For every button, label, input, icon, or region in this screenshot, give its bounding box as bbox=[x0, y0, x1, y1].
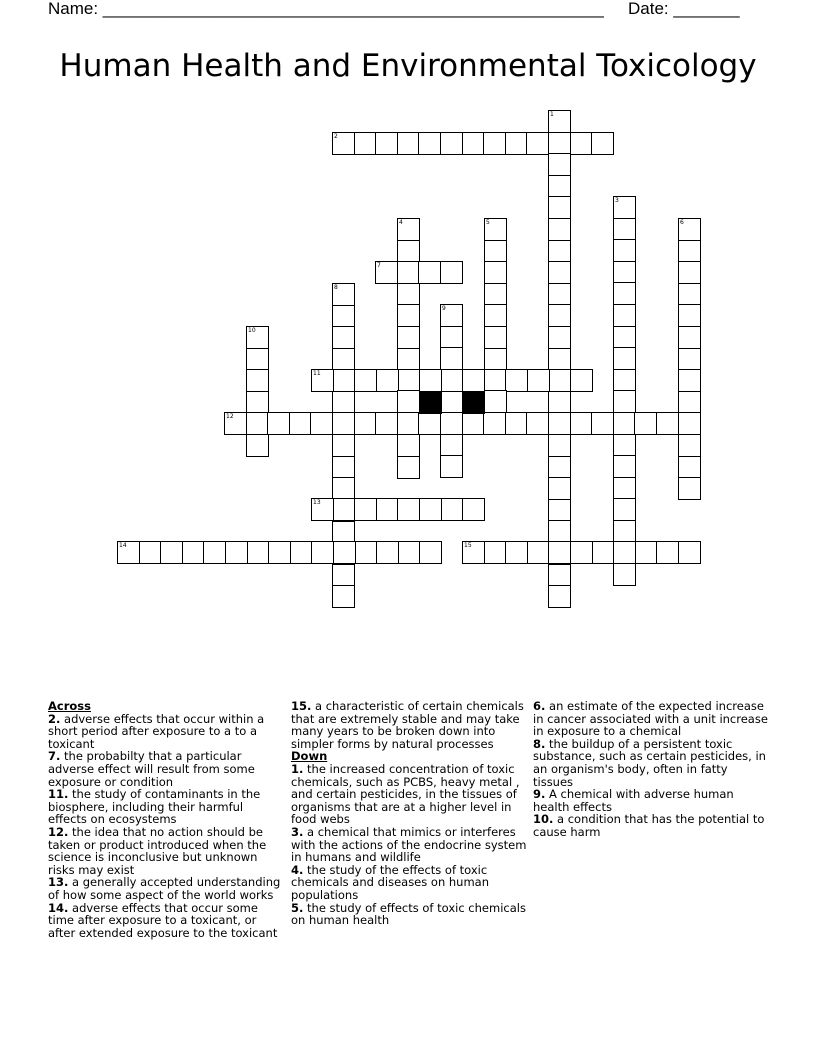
grid-cell[interactable] bbox=[310, 412, 333, 435]
clue-item bbox=[48, 902, 284, 940]
grid-cell[interactable] bbox=[484, 541, 507, 564]
name-field-label[interactable]: Name: _____________________________________________________ bbox=[48, 0, 604, 18]
grid-cell[interactable] bbox=[613, 541, 636, 564]
grid-cell[interactable] bbox=[634, 412, 657, 435]
grid-cell[interactable] bbox=[440, 304, 463, 327]
grid-cell[interactable] bbox=[484, 348, 507, 371]
grid-cell[interactable] bbox=[290, 541, 313, 564]
grid-cell[interactable] bbox=[526, 132, 549, 155]
grid-cell[interactable] bbox=[440, 390, 463, 413]
across-clue-list bbox=[48, 713, 284, 940]
grid-cell[interactable] bbox=[678, 412, 701, 435]
clue-item bbox=[291, 826, 527, 864]
grid-cell[interactable] bbox=[678, 348, 701, 371]
clue-item bbox=[291, 902, 527, 927]
grid-cell[interactable] bbox=[548, 196, 571, 219]
down-clue-list-continued bbox=[533, 700, 769, 839]
clue-text: the buildup of a persistent toxic substance, such as certain pesticides, in an organism's body, often in fatty tissues bbox=[533, 736, 766, 789]
grid-cell[interactable] bbox=[419, 541, 442, 564]
down-heading: Down bbox=[291, 749, 328, 764]
clue-item bbox=[291, 864, 527, 902]
grid-cell[interactable] bbox=[418, 412, 441, 435]
clue-number-label: 10. bbox=[533, 812, 554, 827]
grid-cell[interactable] bbox=[526, 412, 549, 435]
grid-cell[interactable] bbox=[548, 283, 571, 306]
clue-number-label: 4. bbox=[291, 862, 304, 877]
grid-cell[interactable] bbox=[246, 391, 269, 414]
grid-cell[interactable] bbox=[246, 348, 269, 371]
grid-cell[interactable] bbox=[678, 326, 701, 349]
grid-cell[interactable] bbox=[483, 132, 506, 155]
clue-number: 2 bbox=[334, 133, 338, 140]
grid-cell[interactable] bbox=[613, 261, 636, 284]
grid-cell[interactable] bbox=[484, 326, 507, 349]
grid-cell[interactable] bbox=[527, 369, 550, 392]
clue-item bbox=[48, 826, 284, 876]
clue-number-label: 6. bbox=[533, 699, 546, 713]
clue-number-label: 11. bbox=[48, 787, 69, 802]
clue-number: 8 bbox=[334, 284, 338, 291]
clue-number: 12 bbox=[226, 413, 234, 420]
grid-cell[interactable] bbox=[678, 261, 701, 284]
grid-cell[interactable] bbox=[441, 498, 464, 521]
grid-cell[interactable] bbox=[182, 541, 205, 564]
clues-column-1 bbox=[48, 700, 284, 939]
grid-cell[interactable] bbox=[678, 283, 701, 306]
grid-cell[interactable] bbox=[548, 326, 571, 349]
grid-cell[interactable] bbox=[397, 369, 420, 392]
grid-cell[interactable] bbox=[613, 239, 636, 262]
black-cell bbox=[419, 391, 442, 414]
grid-cell[interactable] bbox=[548, 110, 571, 133]
grid-cell[interactable] bbox=[548, 541, 571, 564]
grid-cell[interactable] bbox=[376, 498, 399, 521]
grid-cell[interactable] bbox=[311, 541, 334, 564]
grid-cell[interactable] bbox=[440, 434, 463, 457]
grid-cell[interactable] bbox=[247, 541, 270, 564]
grid-cell[interactable] bbox=[549, 369, 572, 392]
clue-item bbox=[48, 876, 284, 901]
grid-cell[interactable] bbox=[548, 304, 571, 327]
grid-cell[interactable] bbox=[397, 261, 420, 284]
grid-cell[interactable] bbox=[635, 541, 658, 564]
clue-number: 9 bbox=[442, 305, 446, 312]
grid-cell[interactable] bbox=[613, 498, 636, 521]
grid-cell[interactable] bbox=[397, 240, 420, 263]
clue-number-label: 5. bbox=[291, 900, 304, 915]
clue-number: 11 bbox=[313, 370, 321, 377]
grid-cell[interactable] bbox=[332, 132, 355, 155]
clue-item bbox=[533, 738, 769, 788]
grid-cell[interactable] bbox=[613, 434, 636, 457]
grid-cell[interactable] bbox=[484, 304, 507, 327]
grid-cell[interactable] bbox=[332, 412, 355, 435]
grid-cell[interactable] bbox=[548, 175, 571, 198]
grid-cell[interactable] bbox=[462, 412, 485, 435]
grid-cell[interactable] bbox=[354, 369, 377, 392]
grid-cell[interactable] bbox=[333, 498, 356, 521]
grid-cell[interactable] bbox=[268, 541, 291, 564]
grid-cell[interactable] bbox=[613, 326, 636, 349]
black-cell bbox=[462, 391, 485, 414]
grid-cell[interactable] bbox=[397, 498, 420, 521]
grid-cell[interactable] bbox=[440, 326, 463, 349]
clue-text: an estimate of the expected increase in cancer associated with a unit increase in exposure to a chemical bbox=[533, 699, 768, 739]
grid-cell[interactable] bbox=[397, 132, 420, 155]
grid-cell[interactable] bbox=[548, 348, 571, 371]
grid-cell[interactable] bbox=[441, 369, 464, 392]
grid-cell[interactable] bbox=[462, 369, 485, 392]
clue-number: 7 bbox=[377, 262, 381, 269]
clue-text: the increased concentration of toxic chemicals, such as PCBS, heavy metal , and certain pesticides, in the tissues of organisms that are at a higher level in food webs bbox=[291, 761, 520, 827]
grid-cell[interactable] bbox=[397, 326, 420, 349]
grid-cell[interactable] bbox=[397, 434, 420, 457]
grid-cell[interactable] bbox=[375, 261, 398, 284]
grid-cell[interactable] bbox=[613, 477, 636, 500]
grid-cell[interactable] bbox=[418, 132, 441, 155]
grid-cell[interactable] bbox=[613, 347, 636, 370]
grid-cell[interactable] bbox=[397, 304, 420, 327]
grid-cell[interactable] bbox=[678, 369, 701, 392]
grid-cell[interactable] bbox=[505, 541, 528, 564]
grid-cell[interactable] bbox=[139, 541, 162, 564]
grid-cell[interactable] bbox=[678, 434, 701, 457]
grid-cell[interactable] bbox=[354, 412, 377, 435]
grid-cell[interactable] bbox=[613, 196, 636, 219]
grid-cell[interactable] bbox=[591, 412, 614, 435]
grid-cell[interactable] bbox=[419, 369, 442, 392]
clue-number-label: 7. bbox=[48, 749, 61, 764]
clue-number-label: 9. bbox=[533, 787, 546, 802]
grid-cell[interactable] bbox=[332, 326, 355, 349]
grid-cell[interactable] bbox=[355, 541, 378, 564]
grid-cell[interactable] bbox=[548, 412, 571, 435]
grid-cell[interactable] bbox=[419, 498, 442, 521]
grid-cell[interactable] bbox=[548, 240, 571, 263]
clue-text: a condition that has the potential to cause harm bbox=[533, 812, 765, 839]
grid-cell[interactable] bbox=[462, 541, 485, 564]
grid-cell[interactable] bbox=[505, 132, 528, 155]
clue-item bbox=[533, 700, 769, 738]
clue-number-label: 15. bbox=[291, 699, 312, 713]
grid-cell[interactable] bbox=[613, 304, 636, 327]
grid-cell[interactable] bbox=[484, 390, 507, 413]
grid-cell[interactable] bbox=[332, 564, 355, 587]
grid-cell[interactable] bbox=[375, 412, 398, 435]
grid-cell[interactable] bbox=[678, 477, 701, 500]
grid-cell[interactable] bbox=[678, 304, 701, 327]
grid-cell[interactable] bbox=[548, 585, 571, 608]
grid-cell[interactable] bbox=[332, 305, 355, 328]
grid-cell[interactable] bbox=[224, 412, 247, 435]
across-heading: Across bbox=[48, 699, 91, 713]
grid-cell[interactable] bbox=[332, 391, 355, 414]
grid-cell[interactable] bbox=[397, 412, 420, 435]
clue-number: 4 bbox=[399, 219, 403, 226]
grid-cell[interactable] bbox=[440, 347, 463, 370]
grid-cell[interactable] bbox=[246, 434, 269, 457]
grid-cell[interactable] bbox=[548, 261, 571, 284]
grid-cell[interactable] bbox=[332, 434, 355, 457]
clue-text: a chemical that mimics or interferes with the actions of the endocrine system in humans and wildlife bbox=[291, 824, 527, 865]
grid-cell[interactable] bbox=[246, 326, 269, 349]
grid-cell[interactable] bbox=[484, 283, 507, 306]
grid-cell[interactable] bbox=[332, 585, 355, 608]
grid-cell[interactable] bbox=[548, 564, 571, 587]
clue-item bbox=[48, 788, 284, 826]
grid-cell[interactable] bbox=[376, 369, 399, 392]
grid-cell[interactable] bbox=[462, 132, 485, 155]
grid-cell[interactable] bbox=[160, 541, 183, 564]
grid-cell[interactable] bbox=[613, 563, 636, 586]
clue-text: a characteristic of certain chemicals that are extremely stable and may take many years to be broken down into simpler forms by natural processes bbox=[291, 699, 524, 751]
grid-cell[interactable] bbox=[484, 218, 507, 241]
grid-cell[interactable] bbox=[656, 412, 679, 435]
grid-cell[interactable] bbox=[397, 456, 420, 479]
clue-number: 14 bbox=[119, 542, 127, 549]
grid-cell[interactable] bbox=[376, 541, 399, 564]
clue-number: 6 bbox=[680, 219, 684, 226]
grid-cell[interactable] bbox=[505, 412, 528, 435]
grid-cell[interactable] bbox=[613, 369, 636, 392]
grid-cell[interactable] bbox=[267, 412, 290, 435]
clue-number: 15 bbox=[464, 542, 472, 549]
clues-column-2 bbox=[291, 700, 527, 927]
clue-number-label: 12. bbox=[48, 824, 69, 839]
grid-cell[interactable] bbox=[548, 132, 571, 155]
grid-cell[interactable] bbox=[613, 390, 636, 413]
clue-number-label: 14. bbox=[48, 900, 69, 915]
grid-cell[interactable] bbox=[354, 132, 377, 155]
grid-cell[interactable] bbox=[418, 261, 441, 284]
grid-cell[interactable] bbox=[462, 498, 485, 521]
grid-cell[interactable] bbox=[613, 218, 636, 241]
grid-cell[interactable] bbox=[570, 369, 593, 392]
grid-cell[interactable] bbox=[398, 541, 421, 564]
grid-cell[interactable] bbox=[332, 348, 355, 371]
clue-text: the probabilty that a particular adverse effect will result from some exposure or condition bbox=[48, 749, 255, 789]
clue-text: adverse effects that occur some time after exposure to a toxicant, or after extended exposure to the toxicant bbox=[48, 900, 278, 940]
clue-item bbox=[533, 813, 769, 838]
grid-cell[interactable] bbox=[613, 412, 636, 435]
clue-number-label: 1. bbox=[291, 761, 304, 776]
grid-cell[interactable] bbox=[311, 498, 334, 521]
grid-cell[interactable] bbox=[484, 240, 507, 263]
grid-cell[interactable] bbox=[440, 455, 463, 478]
grid-cell[interactable] bbox=[505, 369, 528, 392]
grid-cell[interactable] bbox=[440, 261, 463, 284]
grid-cell[interactable] bbox=[613, 520, 636, 543]
clue-item bbox=[533, 788, 769, 813]
grid-cell[interactable] bbox=[246, 412, 269, 435]
clue-number-label: 13. bbox=[48, 875, 69, 890]
grid-cell[interactable] bbox=[397, 390, 420, 413]
grid-cell[interactable] bbox=[613, 455, 636, 478]
grid-cell[interactable] bbox=[548, 391, 571, 414]
grid-cell[interactable] bbox=[548, 477, 571, 500]
grid-cell[interactable] bbox=[678, 541, 701, 564]
grid-cell[interactable] bbox=[117, 541, 140, 564]
grid-cell[interactable] bbox=[203, 541, 226, 564]
clue-text: the study of effects of toxic chemicals on human health bbox=[291, 900, 526, 928]
clue-text: adverse effects that occur within a short period after exposure to a to a toxicant bbox=[48, 711, 265, 751]
grid-cell[interactable] bbox=[333, 369, 356, 392]
grid-cell[interactable] bbox=[656, 541, 679, 564]
grid-cell[interactable] bbox=[548, 218, 571, 241]
grid-cell[interactable] bbox=[548, 456, 571, 479]
grid-cell[interactable] bbox=[484, 369, 507, 392]
grid-cell[interactable] bbox=[678, 218, 701, 241]
grid-cell[interactable] bbox=[440, 412, 463, 435]
grid-cell[interactable] bbox=[548, 153, 571, 176]
clue-item bbox=[291, 763, 527, 826]
clue-number: 5 bbox=[486, 219, 490, 226]
grid-cell[interactable] bbox=[225, 541, 248, 564]
grid-cell[interactable] bbox=[483, 412, 506, 435]
clue-number: 1 bbox=[550, 111, 554, 118]
grid-cell[interactable] bbox=[592, 541, 615, 564]
grid-cell[interactable] bbox=[375, 132, 398, 155]
grid-cell[interactable] bbox=[570, 412, 593, 435]
grid-cell[interactable] bbox=[332, 477, 355, 500]
grid-cell[interactable] bbox=[332, 283, 355, 306]
date-field-label[interactable]: Date: _______ bbox=[628, 0, 740, 18]
grid-cell[interactable] bbox=[678, 456, 701, 479]
grid-cell[interactable] bbox=[548, 520, 571, 543]
grid-cell[interactable] bbox=[397, 283, 420, 306]
grid-cell[interactable] bbox=[678, 391, 701, 414]
clue-text: A chemical with adverse human health effects bbox=[533, 787, 734, 814]
grid-cell[interactable] bbox=[289, 412, 312, 435]
grid-cell[interactable] bbox=[570, 541, 593, 564]
down-clue-list bbox=[291, 763, 527, 927]
grid-cell[interactable] bbox=[548, 499, 571, 522]
clue-text: the study of contaminants in the biosphere, including their harmful effects on ecosystems bbox=[48, 787, 261, 827]
grid-cell[interactable] bbox=[440, 132, 463, 155]
clue-item bbox=[48, 713, 284, 751]
grid-cell[interactable] bbox=[527, 541, 550, 564]
clue-number-label: 3. bbox=[291, 824, 304, 839]
grid-cell[interactable] bbox=[397, 218, 420, 241]
grid-cell[interactable] bbox=[354, 498, 377, 521]
page-title: Human Health and Environmental Toxicology bbox=[59, 48, 757, 84]
grid-cell[interactable] bbox=[548, 434, 571, 457]
clue-number: 10 bbox=[248, 327, 256, 334]
clue-text: the study of the effects of toxic chemicals and diseases on human populations bbox=[291, 862, 490, 902]
grid-cell[interactable] bbox=[484, 261, 507, 284]
clue-item bbox=[48, 750, 284, 788]
grid-cell[interactable] bbox=[678, 240, 701, 263]
grid-cell[interactable] bbox=[591, 132, 614, 155]
grid-cell[interactable] bbox=[333, 541, 356, 564]
grid-cell[interactable] bbox=[332, 456, 355, 479]
grid-cell[interactable] bbox=[246, 369, 269, 392]
clue-number: 13 bbox=[313, 499, 321, 506]
clue-number-label: 2. bbox=[48, 711, 61, 726]
clue-item bbox=[291, 700, 527, 750]
grid-cell[interactable] bbox=[613, 282, 636, 305]
grid-cell[interactable] bbox=[311, 369, 334, 392]
clue-text: a generally accepted understanding of how some aspect of the world works bbox=[48, 875, 281, 902]
grid-cell[interactable] bbox=[570, 132, 593, 155]
grid-cell[interactable] bbox=[397, 348, 420, 371]
clue-number: 3 bbox=[615, 197, 619, 204]
clue-number-label: 8. bbox=[533, 736, 546, 751]
clues-column-3 bbox=[533, 700, 769, 839]
across-clue-list-continued bbox=[291, 700, 527, 750]
clue-text: the idea that no action should be taken or product introduced when the science is inconclusive but unknown risks may exist bbox=[48, 824, 267, 877]
